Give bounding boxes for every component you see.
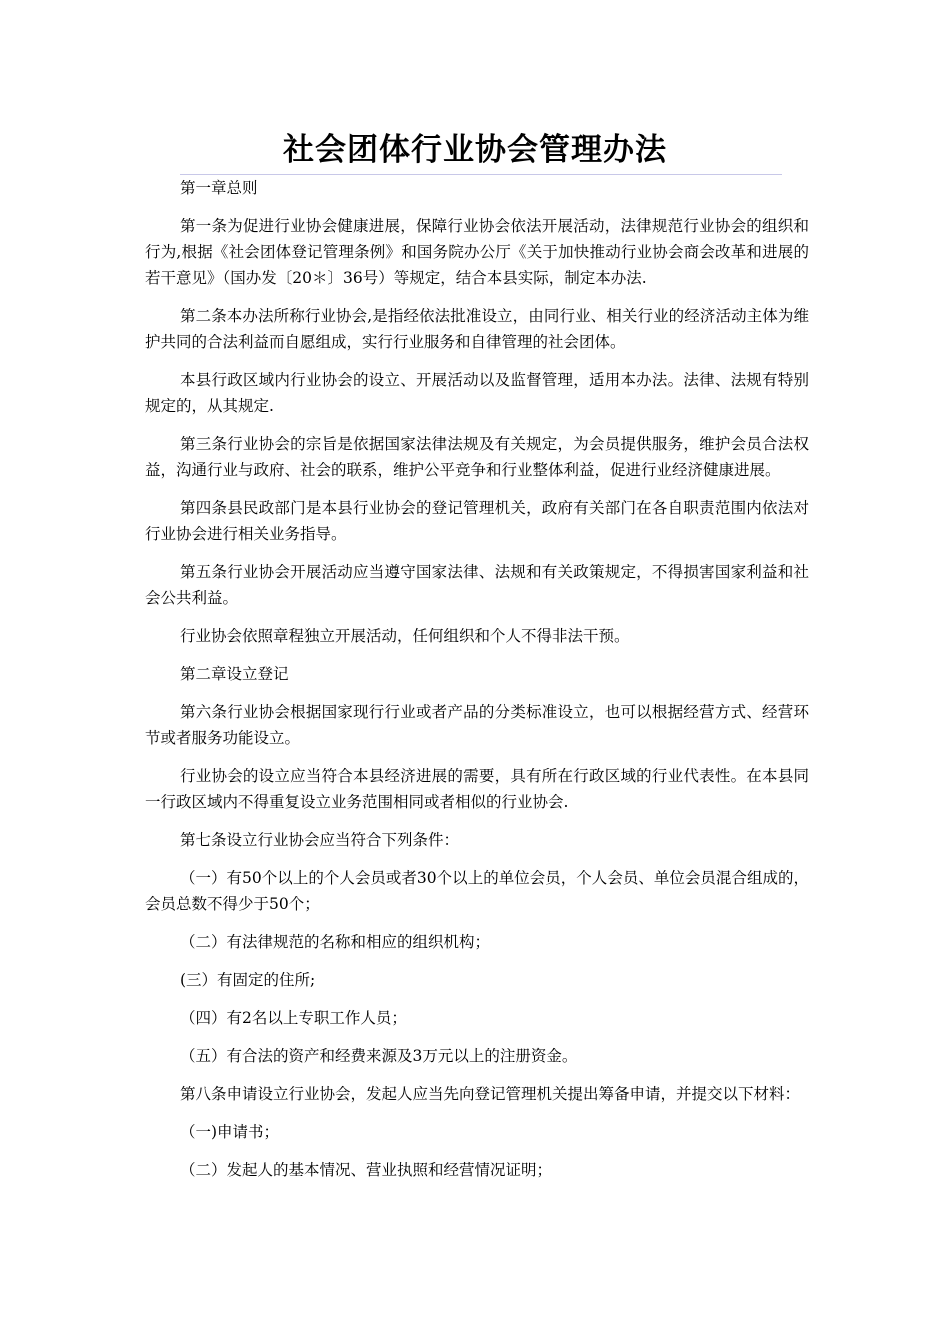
list-item: （四）有2名以上专职工作人员； [180,1009,407,1027]
paragraph: 第二条本办法所称行业协会,是指经依法批准设立，由同行业、相关行业的经济活动主体为维护共同的合法利益而自愿组成，实行行业服务和自律管理的社会团体。 [145,307,809,351]
list-item: (三）有固定的住所; [180,971,316,989]
chapter-heading: 第一章总则 [180,179,258,197]
paragraph: 本县行政区域内行业协会的设立、开展活动以及监督管理，适用本办法。法律、法规有特别规定的，从其规定. [145,371,809,415]
list-item: （二）有法律规范的名称和相应的组织机构； [180,933,491,951]
list-item: （一）有50个以上的个人会员或者30个以上的单位会员，个人会员、单位会员混合组成的，会员总数不得少于50个； [145,869,809,913]
chapter-heading: 第二章设立登记 [180,665,289,683]
paragraph: 第七条设立行业协会应当符合下列条件： [180,831,460,849]
list-item: （一)申请书； [180,1123,280,1141]
paragraph: 第三条行业协会的宗旨是依据国家法律法规及有关规定，为会员提供服务，维护会员合法权益，沟通行业与政府、社会的联系，维护公平竞争和行业整体利益，促进行业经济健康进展。 [145,435,809,479]
paragraph: 行业协会依照章程独立开展活动，任何组织和个人不得非法干预。 [180,627,630,645]
paragraph: 第六条行业协会根据国家现行行业或者产品的分类标准设立，也可以根据经营方式、经营环节或者服务功能设立。 [145,703,809,747]
paragraph: 行业协会的设立应当符合本县经济进展的需要，具有所在行政区域的行业代表性。在本县同一行政区域内不得重复设立业务范围相同或者相似的行业协会. [145,767,809,811]
paragraph: 第八条申请设立行业协会，发起人应当先向登记管理机关提出筹备申请，并提交以下材料： [180,1085,801,1103]
document-body [145,175,809,1195]
paragraph: 第五条行业协会开展活动应当遵守国家法律、法规和有关政策规定，不得损害国家利益和社会公共利益。 [145,563,809,607]
paragraph: 第四条县民政部门是本县行业协会的登记管理机关，政府有关部门在各自职责范围内依法对行业协会进行相关业务指导。 [145,499,809,543]
document-title: 社会团体行业协会管理办法 [283,132,667,168]
list-item: （五）有合法的资产和经费来源及3万元以上的注册资金。 [180,1047,578,1065]
list-item: （二）发起人的基本情况、营业执照和经营情况证明； [180,1161,553,1179]
paragraph: 第一条为促进行业协会健康进展，保障行业协会依法开展活动，法律规范行业协会的组织和行为,根据《社会团体登记管理条例》和国务院办公厅《关于加快推动行业协会商会改革和进展的若干意见》（国办发〔20＊〕36号）等规定，结合本县实际，制定本办法. [145,217,809,287]
